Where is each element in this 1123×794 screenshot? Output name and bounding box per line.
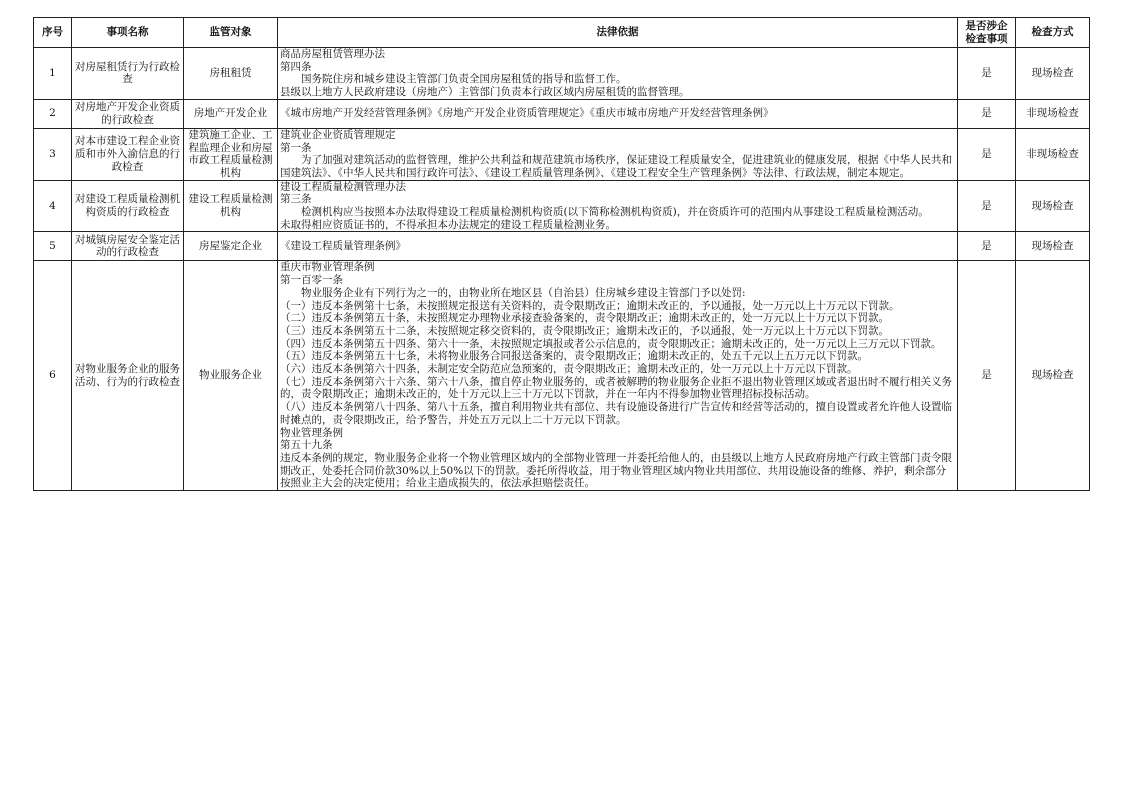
basis-line: 物业管理条例 — [280, 426, 343, 439]
basis-line: 商品房屋租赁管理办法 — [280, 48, 385, 60]
cell-enterprise: 是 — [958, 180, 1016, 232]
basis-line: 物业服务企业有下列行为之一的，由物业所在地区县（自治县）住房城乡建设主管部门予以处罚: — [301, 286, 746, 299]
header-enterprise: 是否涉企检查事项 — [958, 18, 1016, 48]
regulation-table — [33, 17, 1090, 491]
cell-method: 现场检查 — [1016, 180, 1090, 232]
cell-item: 对房地产开发企业资质的行政检查 — [72, 99, 184, 128]
cell-object: 物业服务企业 — [184, 261, 278, 491]
header-no: 序号 — [34, 18, 72, 48]
cell-no: 4 — [34, 180, 72, 232]
basis-line: 建筑业企业资质管理规定 — [280, 128, 396, 141]
cell-no: 2 — [34, 99, 72, 128]
cell-enterprise: 是 — [958, 232, 1016, 261]
cell-item: 对城镇房屋安全鉴定活动的行政检查 — [72, 232, 184, 261]
cell-item: 对物业服务企业的服务活动、行为的行政检查 — [72, 261, 184, 491]
cell-no: 1 — [34, 48, 72, 100]
basis-line: （二）违反本条例第五十条，未按照规定办理物业承接查验备案的，责令限期改正；逾期未改正的，处一万元以上十万元以下罚款。 — [280, 312, 889, 325]
basis-line: （四）违反本条例第五十四条、第六十一条，未按照规定填报或者公示信息的，责令限期改正；逾期未改正的，处一万元以上三万元以下罚款。 — [280, 337, 942, 350]
cell-object: 建设工程质量检测机构 — [184, 180, 278, 232]
cell-method: 现场检查 — [1016, 48, 1090, 100]
header-row — [34, 18, 1090, 48]
cell-object: 建筑施工企业、工程监理企业和房屋市政工程质量检测机构 — [184, 128, 278, 180]
cell-no: 3 — [34, 128, 72, 180]
table-row — [34, 232, 1090, 261]
table-row — [34, 48, 1090, 100]
basis-line: 建设工程质量检测管理办法 — [280, 180, 406, 193]
cell-object: 房屋鉴定企业 — [184, 232, 278, 261]
cell-basis — [278, 128, 958, 180]
cell-item: 对本市建设工程企业资质和市外入渝信息的行政检查 — [72, 128, 184, 180]
cell-enterprise: 是 — [958, 48, 1016, 100]
basis-line: （八）违反本条例第八十四条、第八十五条，擅自利用物业共有部位、共有设施设备进行广告宣传和经营等活动的，擅自设置或者允许他人设置临时摊点的，责令限期改正，给予警告，并处五万元以上二十万元以下罚款。 — [280, 401, 952, 426]
basis-line: （一）违反本条例第十七条，未按照规定报送有关资料的，责令限期改正；逾期未改正的，予以通报，处一万元以上十万元以下罚款。 — [280, 299, 900, 312]
header-basis: 法律依据 — [278, 18, 958, 48]
cell-enterprise: 是 — [958, 261, 1016, 491]
basis-line: 未取得相应资质证书的，不得承担本办法规定的建设工程质量检测业务。 — [280, 218, 616, 231]
basis-line: 第四条 — [280, 60, 312, 73]
cell-basis — [278, 99, 958, 128]
table-row — [34, 128, 1090, 180]
basis-line: 第一百零一条 — [280, 274, 343, 287]
cell-basis — [278, 48, 958, 100]
cell-enterprise: 是 — [958, 99, 1016, 128]
table-row — [34, 261, 1090, 491]
cell-no: 5 — [34, 232, 72, 261]
basis-line: 第三条 — [280, 193, 312, 206]
table-row — [34, 99, 1090, 128]
basis-line: 违反本条例的规定，物业服务企业将一个物业管理区域内的全部物业管理一并委托给他人的，由县级以上地方人民政府房地产行政主管部门责令限期改正，处委托合同价款30%以上50%以下的罚款。委托所得收益，用于物业管理区域内物业共用部位、共用设施设备的维修、养护，剩余部分按照业主大会的决定使用；给业主造成损失的，依法承担赔偿责任。 — [280, 451, 952, 490]
cell-no: 6 — [34, 261, 72, 491]
cell-method: 现场检查 — [1016, 232, 1090, 261]
basis-line: 第一条 — [280, 141, 312, 154]
table-row — [34, 180, 1090, 232]
basis-line: （七）违反本条例第六十六条、第六十八条，擅自停止物业服务的，或者被解聘的物业服务企业拒不退出物业管理区域或者退出时不履行相关义务的，责令限期改正；逾期未改正的，处十万元以上三十万元以下罚款，并在一年内不得参加物业管理招标投标活动。 — [280, 375, 952, 401]
header-object: 监管对象 — [184, 18, 278, 48]
cell-method: 非现场检查 — [1016, 99, 1090, 128]
basis-line: 重庆市物业管理条例 — [280, 261, 375, 274]
cell-basis — [278, 232, 958, 261]
cell-method: 非现场检查 — [1016, 128, 1090, 180]
cell-item: 对房屋租赁行为行政检查 — [72, 48, 184, 100]
cell-basis — [278, 261, 958, 491]
cell-method: 现场检查 — [1016, 261, 1090, 491]
header-item: 事项名称 — [72, 18, 184, 48]
cell-enterprise: 是 — [958, 128, 1016, 180]
cell-object: 房地产开发企业 — [184, 99, 278, 128]
header-method: 检查方式 — [1016, 18, 1090, 48]
basis-line: 县级以上地方人民政府建设（房地产）主管部门负责本行政区域内房屋租赁的监督管理。 — [280, 86, 690, 99]
basis-line: 《城市房地产开发经营管理条例》《房地产开发企业资质管理规定》《重庆市城市房地产开发经营管理条例》 — [280, 107, 774, 120]
basis-line: （六）违反本条例第六十四条，未制定安全防范应急预案的，责令限期改正；逾期未改正的，处一万元以上十万元以下罚款。 — [280, 363, 858, 376]
cell-basis — [278, 180, 958, 232]
basis-line: 第五十九条 — [280, 439, 333, 452]
basis-line: 检测机构应当按照本办法取得建设工程质量检测机构资质(以下简称检测机构资质)，并在资质许可的范围内从事建设工程质量检测活动。 — [301, 206, 929, 219]
cell-item: 对建设工程质量检测机构资质的行政检查 — [72, 180, 184, 232]
cell-object: 房租租赁 — [184, 48, 278, 100]
basis-line: 《建设工程质量管理条例》 — [280, 240, 406, 253]
basis-line: （三）违反本条例第五十二条，未按照规定移交资料的，责令限期改正；逾期未改正的，予以通报，处一万元以上十万元以下罚款。 — [280, 324, 889, 337]
basis-line: 国务院住房和城乡建设主管部门负责全国房屋租赁的指导和监督工作。 — [301, 73, 627, 86]
basis-line: 为了加强对建筑活动的监督管理，维护公共利益和规范建筑市场秩序，保证建设工程质量安全，促进建筑业的健康发展，根据《中华人民共和国建筑法》、《中华人民共和国行政许可法》、《建设工程质量管理条例》、《建设工程安全生产管理条例》等法律、行政法规，制定本规定。 — [280, 154, 952, 179]
basis-line: （五）违反本条例第五十七条，未将物业服务合同报送备案的，责令限期改正；逾期未改正的，处五千元以上五万元以下罚款。 — [280, 350, 868, 363]
